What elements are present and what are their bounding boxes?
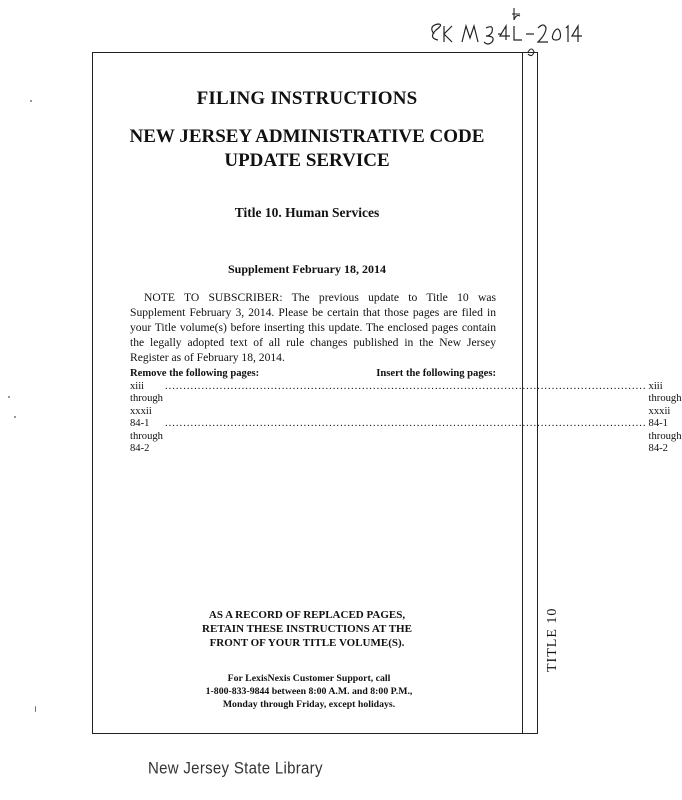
supplement-date: Supplement February 18, 2014 — [227, 262, 386, 276]
library-stamp: New Jersey State Library — [148, 759, 323, 778]
insert-cell: xiii through xxxii — [648, 380, 682, 417]
insert-cell: 84-1 through 84-2 — [648, 418, 682, 454]
scan-speck — [30, 100, 32, 102]
title-tab-strip — [522, 52, 538, 734]
record-instruction — [172, 608, 442, 650]
support-line: 1-800-833-9844 between 8:00 A.M. and 8:00 P.M., — [205, 686, 413, 697]
support-line: For LexisNexis Customer Support, call — [227, 673, 391, 684]
remove-header: Remove the following pages: — [130, 368, 260, 379]
page-title: FILING INSTRUCTIONS — [196, 88, 418, 109]
subject-title: Title 10. Human Services — [234, 205, 380, 220]
leader-dots: .................................................................................................................................... — [164, 418, 647, 429]
side-tab-label: TITLE 10 — [545, 607, 560, 672]
remove-cell: xiii through xxxii — [130, 380, 163, 417]
table-row — [130, 380, 682, 419]
record-line: AS A RECORD OF REPLACED PAGES, — [208, 609, 406, 621]
subscriber-note: NOTE TO SUBSCRIBER: The previous update to Title 10 was Supplement February 3, 2014. Please be certain that those pages are filed in your Title volume(s) before inserting this update. The enclosed pages contain the legally adopted text of all rule changes published in the New Jersey Register as of February 18, 2014. — [130, 291, 496, 364]
insert-header: Insert the following pages: — [376, 368, 496, 379]
table-header — [130, 368, 496, 381]
leader-dots: .................................................................................................................................... — [164, 380, 647, 392]
scan-speck — [35, 706, 36, 712]
table-row — [130, 418, 682, 456]
scan-speck — [14, 416, 16, 418]
record-line: FRONT OF YOUR TITLE VOLUME(S). — [209, 637, 405, 649]
scan-speck — [8, 396, 10, 398]
handwritten-annotation — [428, 4, 588, 64]
record-line: RETAIN THESE INSTRUCTIONS AT THE — [202, 623, 412, 635]
customer-support-info — [150, 672, 468, 711]
support-line: Monday through Friday, except holidays. — [222, 699, 396, 710]
page-replacement-table — [130, 368, 682, 456]
code-title: NEW JERSEY ADMINISTRATIVE CODE — [129, 126, 485, 147]
service-title: UPDATE SERVICE — [224, 150, 390, 171]
remove-cell: 84-1 through 84-2 — [130, 418, 163, 454]
